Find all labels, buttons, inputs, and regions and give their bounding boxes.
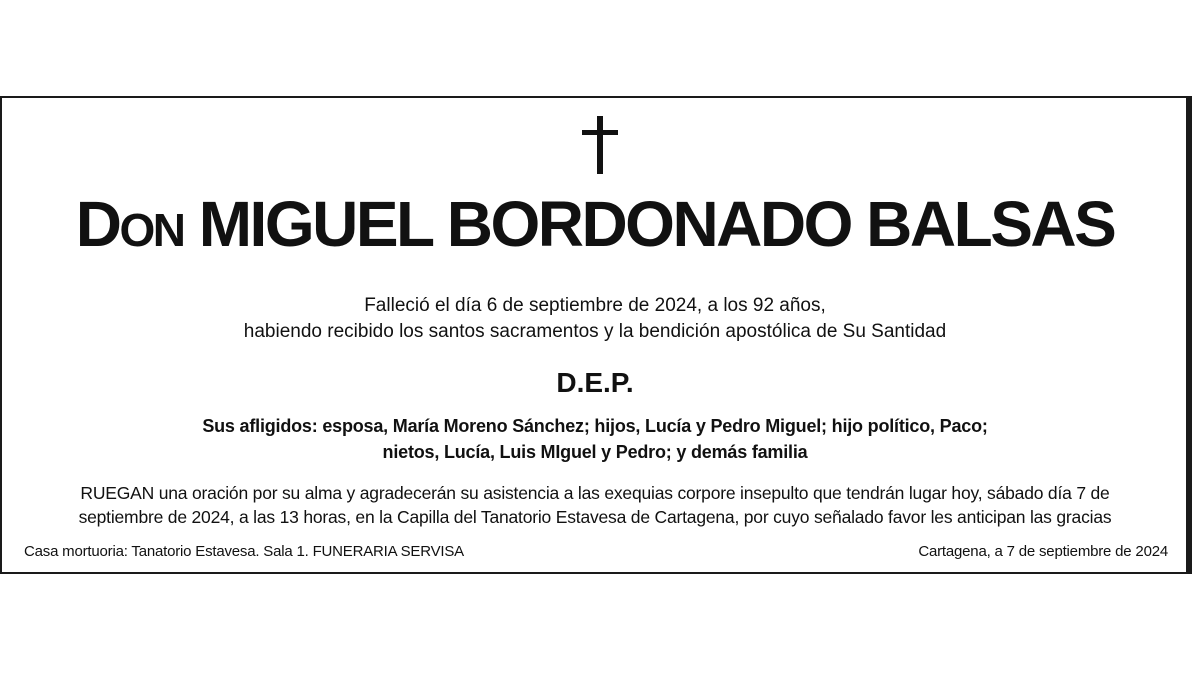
honorific-rest: ON xyxy=(119,204,184,256)
full-name: MIGUEL BORDONADO BALSAS xyxy=(198,188,1115,260)
dep-heading: D.E.P. xyxy=(556,367,634,398)
place-date: Cartagena, a 7 de septiembre de 2024 xyxy=(918,543,1168,560)
prayer-line-2: septiembre de 2024, a las 13 horas, en la Capilla del Tanatorio Estavesa de Cartagena, por cuyo señalado favor les anticipan las gracias xyxy=(78,507,1112,527)
deceased-name xyxy=(2,182,1188,272)
cross-icon xyxy=(580,116,620,174)
prayer-line-1: RUEGAN una oración por su alma y agradecerán su asistencia a las exequias corpore insepulto que tendrán lugar hoy, sábado día 7 de xyxy=(80,483,1110,503)
obituary-notice xyxy=(0,96,1192,574)
death-line-2: habiendo recibido los santos sacramentos y la bendición apostólica de Su Santidad xyxy=(243,321,947,342)
family-line-2: nietos, Lucía, Luis MIguel y Pedro; y demás familia xyxy=(382,442,808,462)
funeral-home-info: Casa mortuoria: Tanatorio Estavesa. Sala 1. FUNERARIA SERVISA xyxy=(24,543,464,560)
honorific-initial: D xyxy=(75,188,120,260)
family-line-1: Sus afligidos: esposa, María Moreno Sánchez; hijos, Lucía y Pedro Miguel; hijo político, Paco; xyxy=(202,416,988,436)
death-line-1: Falleció el día 6 de septiembre de 2024, a los 92 años, xyxy=(364,295,826,316)
